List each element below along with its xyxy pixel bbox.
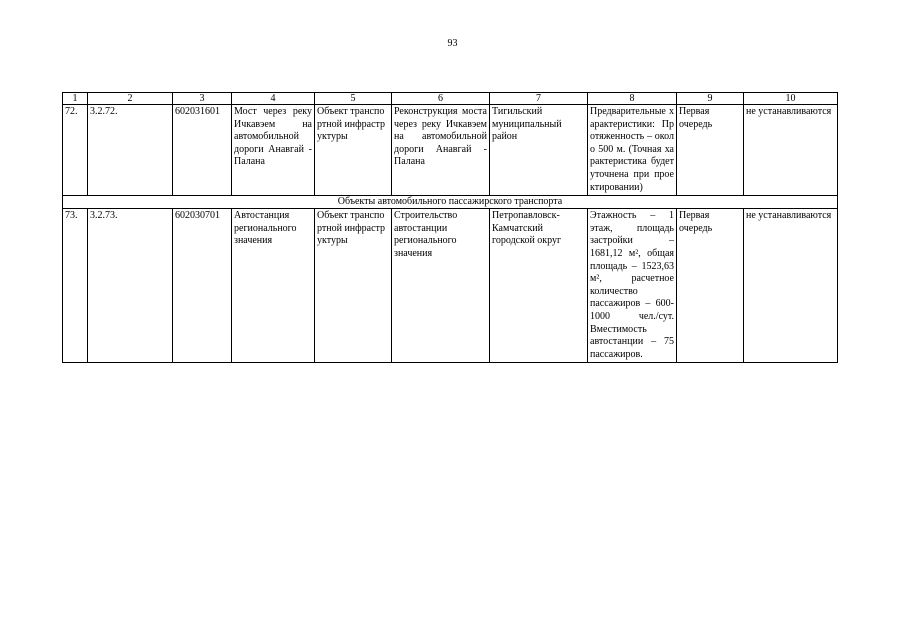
section-row <box>63 196 838 209</box>
column-number: 9 <box>677 93 744 105</box>
object-characteristics: Предварительные характеристики: Протяженность – около 500 м. (Точная характеристика будет уточнена при проектировании) <box>588 105 677 196</box>
column-number: 5 <box>315 93 392 105</box>
object-id: 602030701 <box>173 209 232 363</box>
column-number: 7 <box>490 93 588 105</box>
column-number: 8 <box>588 93 677 105</box>
object-id: 602031601 <box>173 105 232 196</box>
table-row <box>63 209 838 363</box>
column-number: 1 <box>63 93 88 105</box>
objects-table <box>62 92 838 363</box>
object-code: 3.2.72. <box>88 105 173 196</box>
row-number: 72. <box>63 105 88 196</box>
object-zone: не устанавливаются <box>744 105 838 196</box>
row-number: 73. <box>63 209 88 363</box>
page-number: 93 <box>447 38 458 49</box>
object-type: Объект транспортной инфраструктуры <box>315 209 392 363</box>
column-number: 6 <box>392 93 490 105</box>
table-row <box>63 105 838 196</box>
column-number: 10 <box>744 93 838 105</box>
column-number: 2 <box>88 93 173 105</box>
object-type: Объект транспортной инфраструктуры <box>315 105 392 196</box>
object-location: Тигильский муниципальный район <box>490 105 588 196</box>
object-code: 3.2.73. <box>88 209 173 363</box>
object-zone: не устанавливаются <box>744 209 838 363</box>
object-name: Мост через реку Ичкавэем на автомобильной дороги Анавгай - Палана <box>232 105 315 196</box>
object-location: Петропавловск-Камчатский городской округ <box>490 209 588 363</box>
column-number: 4 <box>232 93 315 105</box>
object-name: Автостанция регионального значения <box>232 209 315 363</box>
object-priority: Первая очередь <box>677 209 744 363</box>
column-number: 3 <box>173 93 232 105</box>
object-priority: Первая очередь <box>677 105 744 196</box>
object-purpose: Реконструкция моста через реку Ичкавэем на автомобильной дороги Анавгай - Палана <box>392 105 490 196</box>
column-number-row <box>63 93 838 105</box>
object-characteristics: Этажность – 1 этаж, площадь застройки – 1681,12 м², общая площадь – 1523,63 м², расчетное количество пассажиров – 600-1000 чел./сут. Вместимость автостанции – 75 пассажиров. <box>588 209 677 363</box>
section-title: Объекты автомобильного пассажирского транспорта <box>63 196 838 209</box>
object-purpose: Строительство автостанции регионального значения <box>392 209 490 363</box>
